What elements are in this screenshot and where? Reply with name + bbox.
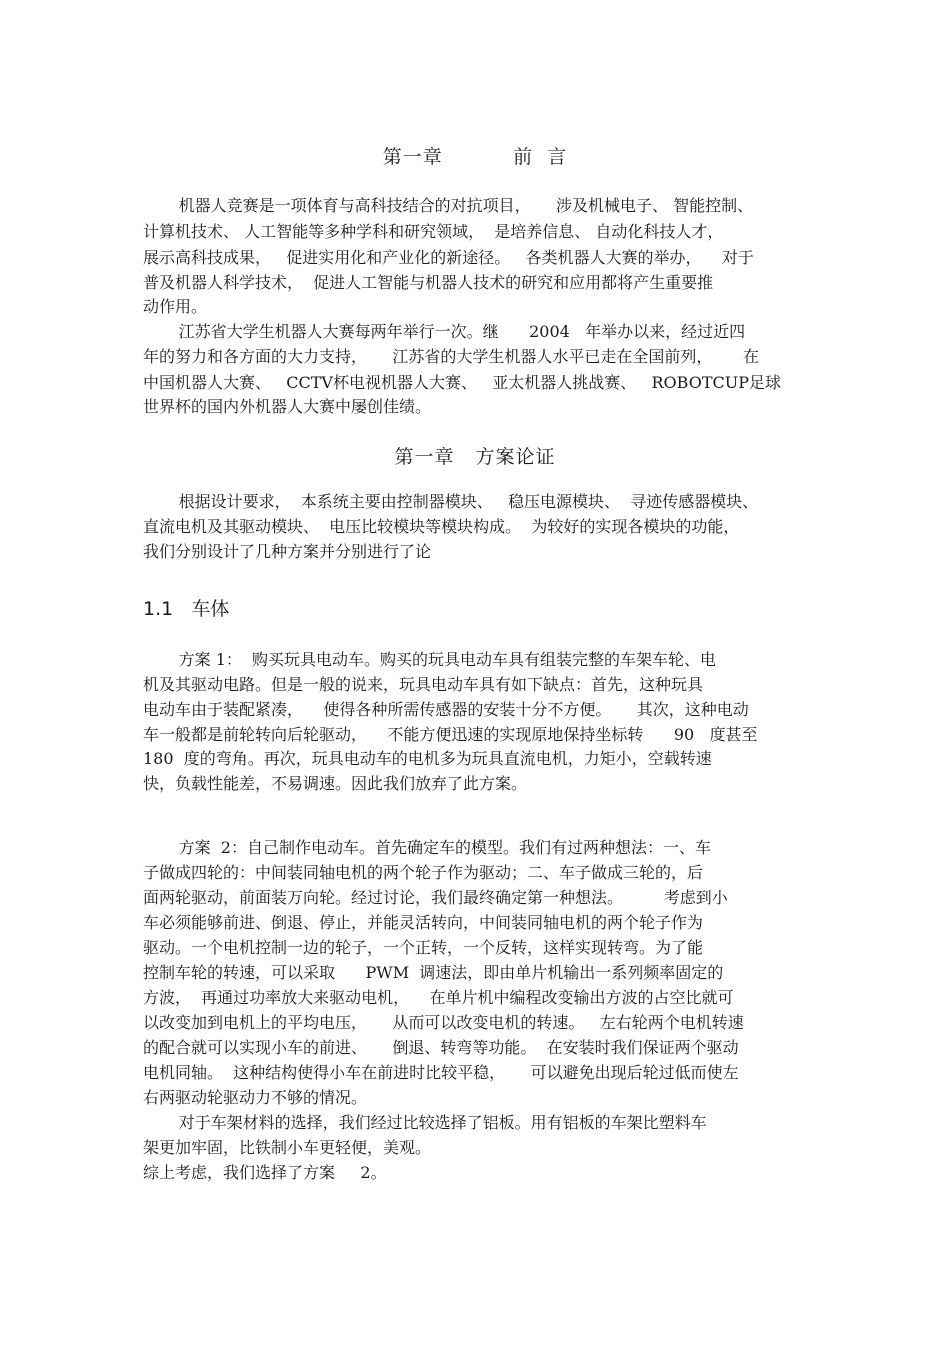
text-line: 年的努力和各方面的大力支持， 江苏省的大学生机器人水平已走在全国前列， 在 — [143, 347, 759, 366]
text-line: 方案 2：自己制作电动车。首先确定车的模型。我们有过两种想法：一、车 — [143, 838, 711, 857]
text-line: 中国机器人大赛、 CCTV杯电视机器人大赛、 亚太机器人挑战赛、 ROBOTCUP足球 — [143, 373, 781, 392]
text-line: 车一般都是前轮转向后轮驱动， 不能方便迅速的实现原地保持坐标转 90 度甚至 — [143, 725, 758, 744]
chapter-heading-scheme: 第一章 方案论证 — [394, 446, 556, 468]
text-line: 根据设计要求， 本系统主要由控制器模块、 稳压电源模块、 寻迹传感器模块、 — [143, 492, 759, 511]
text-line: 180 度的弯角。再次，玩具电动车的电机多为玩具直流电机，力矩小，空载转速 — [143, 749, 712, 768]
text-line: 江苏省大学生机器人大赛每两年举行一次。继 2004 年举办以来，经过近四 — [143, 322, 746, 341]
text-line: 机器人竞赛是一项体育与高科技结合的对抗项目， 涉及机械电子、 智能控制、 — [143, 196, 754, 215]
text-line: 综上考虑，我们选择了方案 2。 — [143, 1163, 387, 1182]
text-line: 计算机技术、 人工智能等多种学科和研究领域， 是培养信息、 自动化科技人才， — [143, 222, 724, 241]
text-line: 普及机器人科学技术， 促进人工智能与机器人技术的研究和应用都将产生重要推 — [143, 273, 714, 292]
text-line: 动作用。 — [143, 297, 208, 316]
text-line: 电机同轴。 这种结构使得小车在前进时比较平稳， 可以避免出现后轮过低而使左 — [143, 1063, 739, 1082]
text-line: 车必须能够前进、倒退、停止，并能灵活转向，中间装同轴电机的两个轮子作为 — [143, 913, 704, 932]
text-line: 以改变加到电机上的平均电压， 从而可以改变电机的转速。 左右轮两个电机转速 — [143, 1013, 744, 1032]
text-line: 子做成四轮的：中间装同轴电机的两个轮子作为驱动；二、车子做成三轮的，后 — [143, 863, 704, 882]
section-heading-1-1: 1.1 车体 — [143, 598, 230, 620]
text-line: 世界杯的国内外机器人大赛中屡创佳绩。 — [143, 397, 432, 416]
text-line: 电动车由于装配紧凑， 使得各种所需传感器的安装十分不方便。 其次，这种电动 — [143, 700, 749, 719]
text-line: 展示高科技成果， 促进实用化和产业化的新途径。 各类机器人大赛的举办， 对于 — [143, 248, 754, 267]
text-line: 控制车轮的转速，可以采取 PWM 调速法，即由单片机输出一系列频率固定的 — [143, 963, 724, 982]
text-line: 面两轮驱动，前面装万向轮。经过讨论，我们最终确定第一种想法。 考虑到小 — [143, 888, 728, 907]
text-line: 的配合就可以实现小车的前进、 倒退、转弯等功能。 在安装时我们保证两个驱动 — [143, 1038, 739, 1057]
text-line: 方案 1： 购买玩具电动车。购买的玩具电动车具有组装完整的车架车轮、电 — [143, 650, 717, 669]
text-line: 我们分别设计了几种方案并分别进行了论 — [143, 542, 432, 561]
text-line: 架更加牢固，比铁制小车更轻便，美观。 — [143, 1138, 432, 1157]
text-line: 方波， 再通过功率放大来驱动电机， 在单片机中编程改变输出方波的占空比就可 — [143, 988, 734, 1007]
text-line: 对于车架材料的选择，我们经过比较选择了铝板。用有铝板的车架比塑料车 — [143, 1113, 707, 1132]
text-line: 右两驱动轮驱动力不够的情况。 — [143, 1088, 368, 1107]
text-line: 驱动。一个电机控制一边的轮子，一个正转，一个反转，这样实现转弯。为了能 — [143, 938, 704, 957]
chapter-heading-preface: 第一章 前 言 — [382, 146, 568, 168]
text-line: 机及其驱动电路。但是一般的说来，玩具电动车具有如下缺点：首先，这种玩具 — [143, 675, 704, 694]
text-line: 快，负载性能差，不易调速。因此我们放弃了此方案。 — [143, 774, 528, 793]
text-line: 直流电机及其驱动模块、 电压比较模块等模块构成。 为较好的实现各模块的功能， — [143, 517, 740, 536]
